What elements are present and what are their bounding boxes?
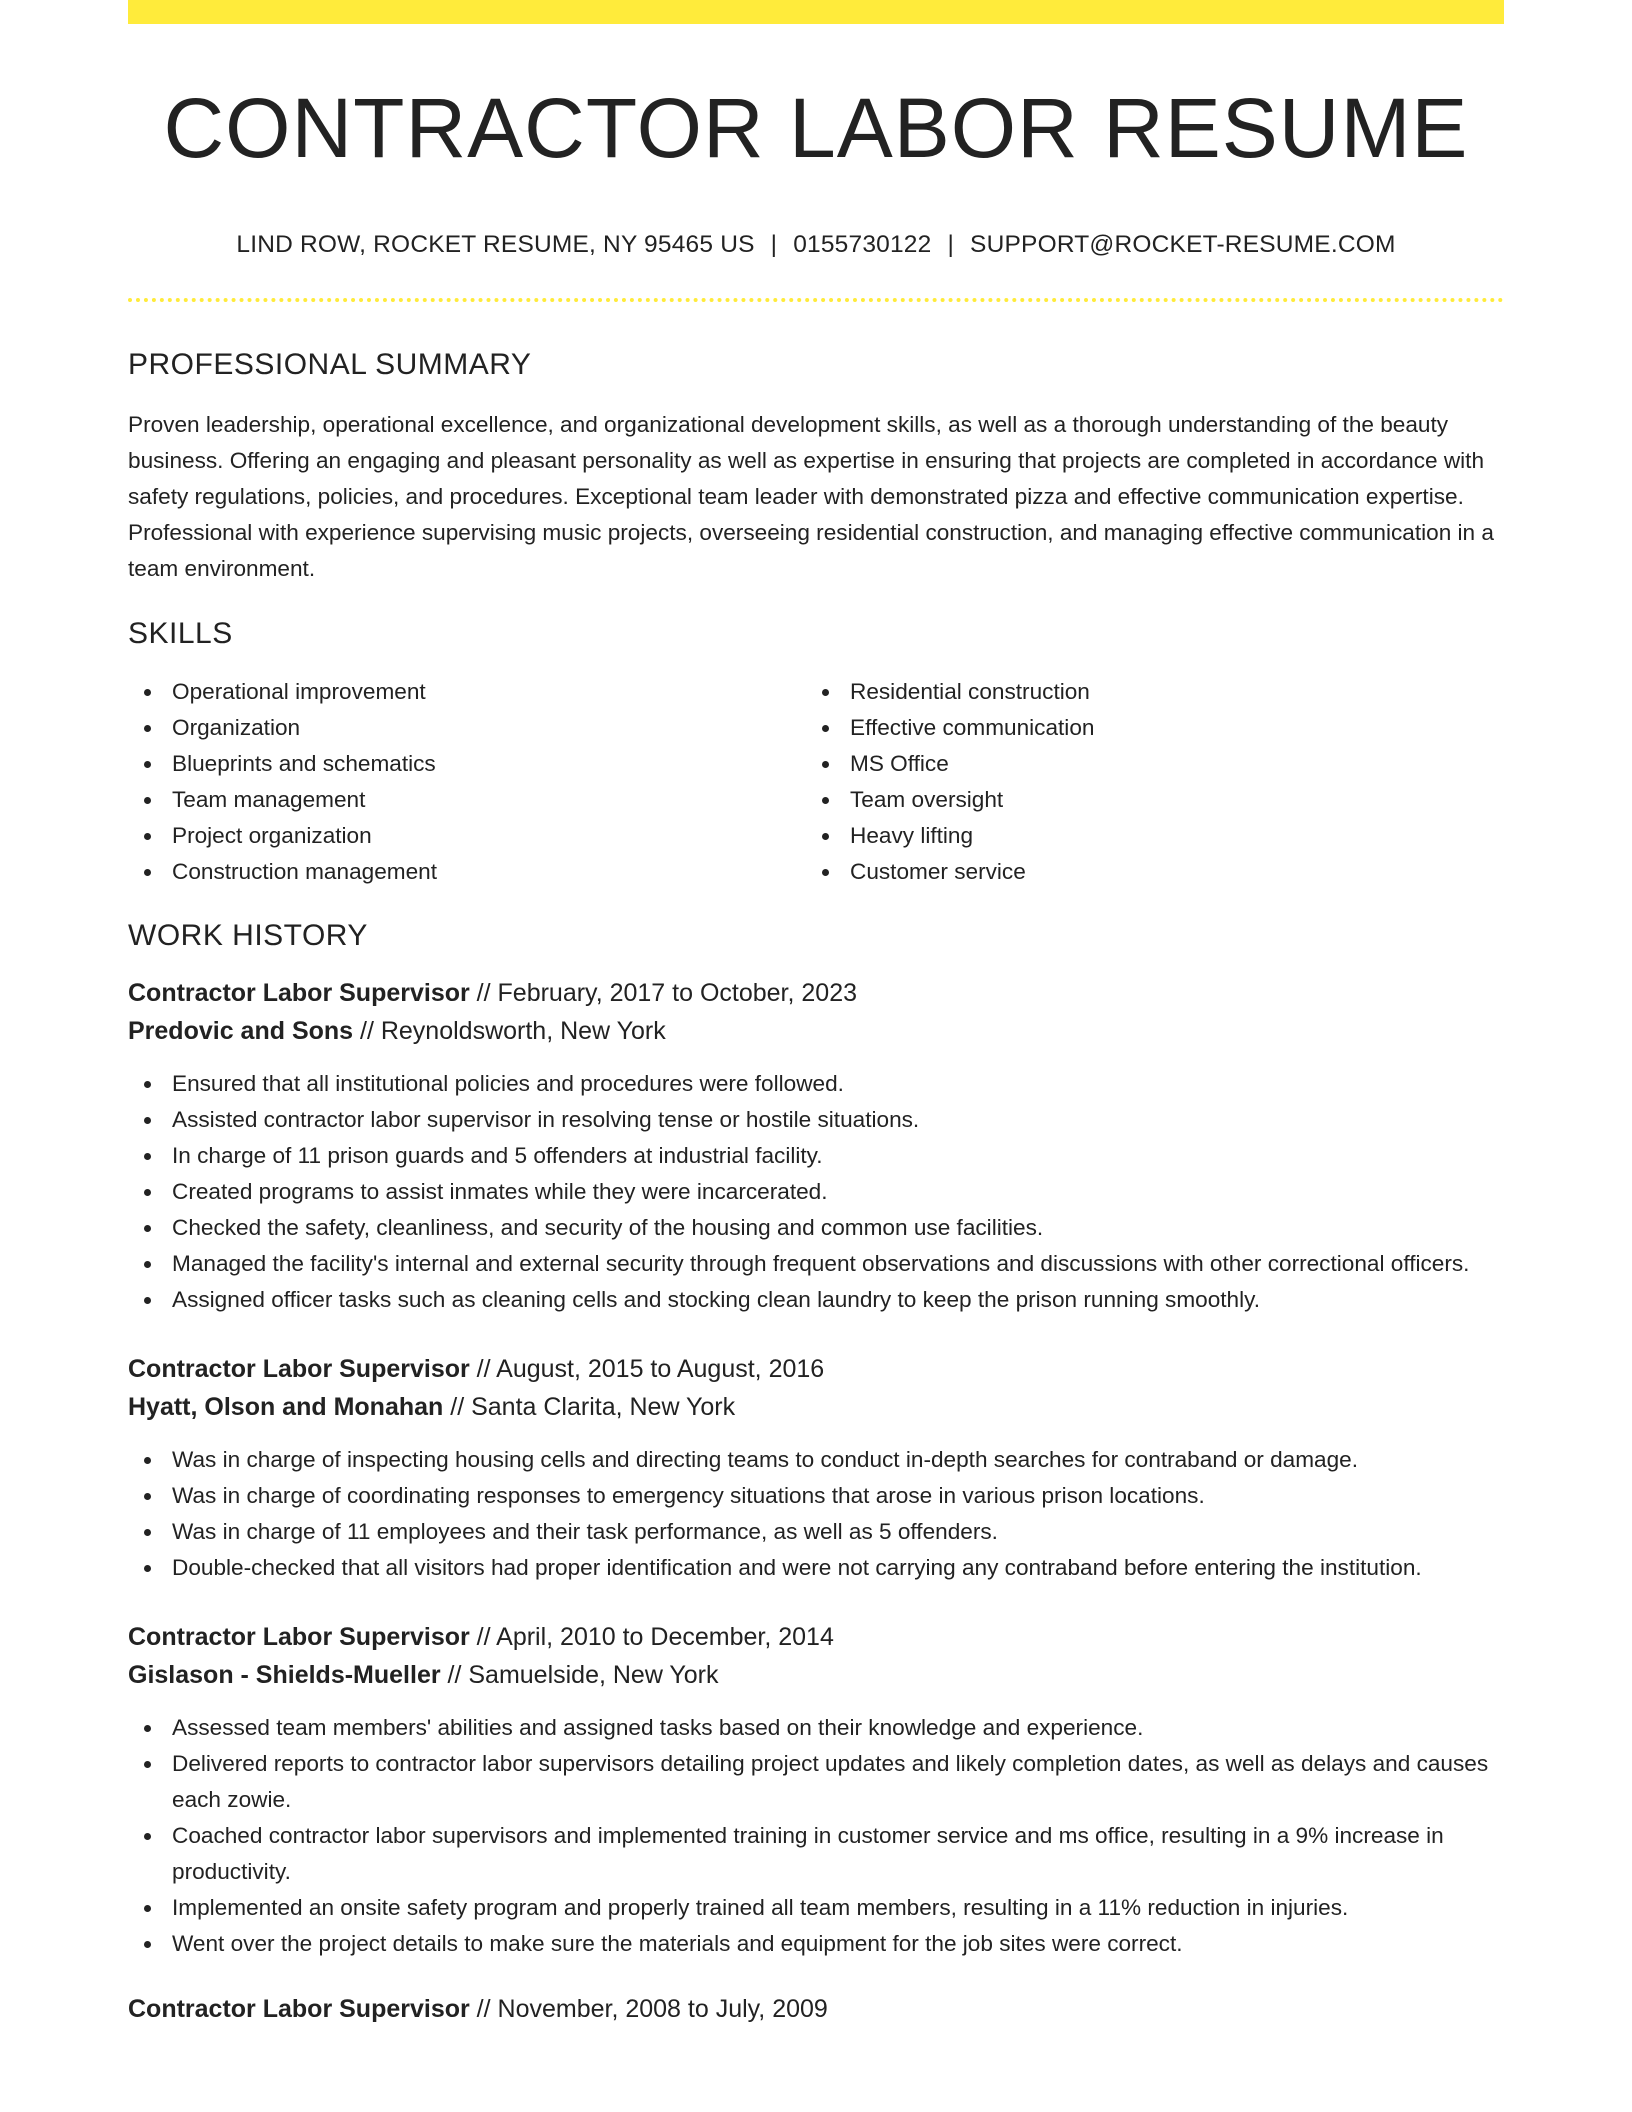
skill-item: Construction management xyxy=(128,854,806,890)
duty-item: Delivered reports to contractor labor supervisors detailing project updates and likely completion dates, as well as delays and causes each zowie. xyxy=(128,1746,1504,1818)
skills-heading: SKILLS xyxy=(128,616,233,650)
job-company: Hyatt, Olson and Monahan xyxy=(128,1392,444,1421)
job-entry-partial xyxy=(128,1990,1504,2028)
skill-item: Effective communication xyxy=(806,710,1484,746)
resume-page xyxy=(128,0,1504,2028)
resume-title: CONTRACTOR LABOR RESUME xyxy=(163,81,1469,175)
duty-item: Double-checked that all visitors had proper identification and were not carrying any contraband before entering the institution. xyxy=(128,1550,1504,1586)
contact-separator: | xyxy=(947,231,955,259)
job-company: Gislason - Shields-Mueller xyxy=(128,1660,441,1689)
dotted-divider xyxy=(128,298,1504,302)
duty-item: Coached contractor labor supervisors and implemented training in customer service and ms office, resulting in a 9% increase in productivity. xyxy=(128,1818,1504,1890)
job-title-line xyxy=(128,1350,1504,1388)
duty-item: Was in charge of coordinating responses to emergency situations that arose in various prison locations. xyxy=(128,1478,1504,1514)
job-company-line xyxy=(128,1012,1504,1050)
skill-item: Blueprints and schematics xyxy=(128,746,806,782)
skill-item: Project organization xyxy=(128,818,806,854)
duty-item: Checked the safety, cleanliness, and security of the housing and common use facilities. xyxy=(128,1210,1504,1246)
duty-item: Ensured that all institutional policies and procedures were followed. xyxy=(128,1066,1504,1102)
duty-item: Managed the facility's internal and external security through frequent observations and discussions with other correctional officers. xyxy=(128,1246,1504,1282)
contact-phone: 0155730122 xyxy=(793,231,932,259)
job-title-line xyxy=(128,1618,1504,1656)
job-company-line xyxy=(128,1656,1504,1694)
job-location: // Santa Clarita, New York xyxy=(443,1392,736,1421)
job-title: Contractor Labor Supervisor xyxy=(128,978,470,1007)
skills-list xyxy=(128,674,1504,890)
summary-text: Proven leadership, operational excellence, and organizational development skills, as well as a thorough understanding of the beauty business. Offering an engaging and pleasant personality as well as expertise in ensuring that projects are completed in accordance with safety regulations, policies, and procedures. Exceptional team leader with demonstrated pizza and effective communication expertise. Professional with experience supervising music projects, overseeing residential construction, and managing effective communication in a team environment. xyxy=(128,411,1494,581)
contact-line xyxy=(128,230,1504,259)
job-company-line xyxy=(128,1388,1504,1426)
job-location: // Reynoldsworth, New York xyxy=(353,1016,666,1045)
duty-item: In charge of 11 prison guards and 5 offenders at industrial facility. xyxy=(128,1138,1504,1174)
accent-bar xyxy=(128,0,1504,24)
job-entry xyxy=(128,1350,1504,1586)
job-duties xyxy=(128,1442,1504,1586)
duty-item: Was in charge of 11 employees and their task performance, as well as 5 offenders. xyxy=(128,1514,1504,1550)
contact-email: SUPPORT@ROCKET-RESUME.COM xyxy=(970,231,1396,259)
summary-heading: PROFESSIONAL SUMMARY xyxy=(128,347,532,381)
skills-column-left xyxy=(128,674,806,890)
skill-item: Heavy lifting xyxy=(806,818,1484,854)
job-dates: // August, 2015 to August, 2016 xyxy=(469,1354,825,1383)
duty-item: Assisted contractor labor supervisor in resolving tense or hostile situations. xyxy=(128,1102,1504,1138)
contact-separator: | xyxy=(770,231,778,259)
job-entry xyxy=(128,1618,1504,1962)
skill-item: Customer service xyxy=(806,854,1484,890)
skills-column-right xyxy=(806,674,1484,890)
duty-item: Assigned officer tasks such as cleaning cells and stocking clean laundry to keep the prison running smoothly. xyxy=(128,1282,1504,1318)
skill-item: Residential construction xyxy=(806,674,1484,710)
job-duties xyxy=(128,1710,1504,1962)
job-title: Contractor Labor Supervisor xyxy=(128,1622,470,1651)
skill-item: Team management xyxy=(128,782,806,818)
skill-item: Organization xyxy=(128,710,806,746)
skill-item: Operational improvement xyxy=(128,674,806,710)
duty-item: Implemented an onsite safety program and properly trained all team members, resulting in a 11% reduction in injuries. xyxy=(128,1890,1504,1926)
job-location: // Samuelside, New York xyxy=(440,1660,719,1689)
job-company: Predovic and Sons xyxy=(128,1016,354,1045)
duty-item: Went over the project details to make sure the materials and equipment for the job sites were correct. xyxy=(128,1926,1504,1962)
job-title: Contractor Labor Supervisor xyxy=(128,1354,470,1383)
work-history-heading: WORK HISTORY xyxy=(128,918,368,952)
job-dates: // November, 2008 to July, 2009 xyxy=(469,1994,828,2023)
job-entry xyxy=(128,974,1504,1318)
skill-item: Team oversight xyxy=(806,782,1484,818)
skill-item: MS Office xyxy=(806,746,1484,782)
job-title-line xyxy=(128,974,1504,1012)
job-dates: // February, 2017 to October, 2023 xyxy=(469,978,858,1007)
duty-item: Was in charge of inspecting housing cells and directing teams to conduct in-depth searches for contraband or damage. xyxy=(128,1442,1504,1478)
contact-address: LIND ROW, ROCKET RESUME, NY 95465 US xyxy=(236,231,755,259)
duty-item: Assessed team members' abilities and assigned tasks based on their knowledge and experience. xyxy=(128,1710,1504,1746)
job-dates: // April, 2010 to December, 2014 xyxy=(469,1622,834,1651)
job-title: Contractor Labor Supervisor xyxy=(128,1994,470,2023)
duty-item: Created programs to assist inmates while they were incarcerated. xyxy=(128,1174,1504,1210)
job-duties xyxy=(128,1066,1504,1318)
